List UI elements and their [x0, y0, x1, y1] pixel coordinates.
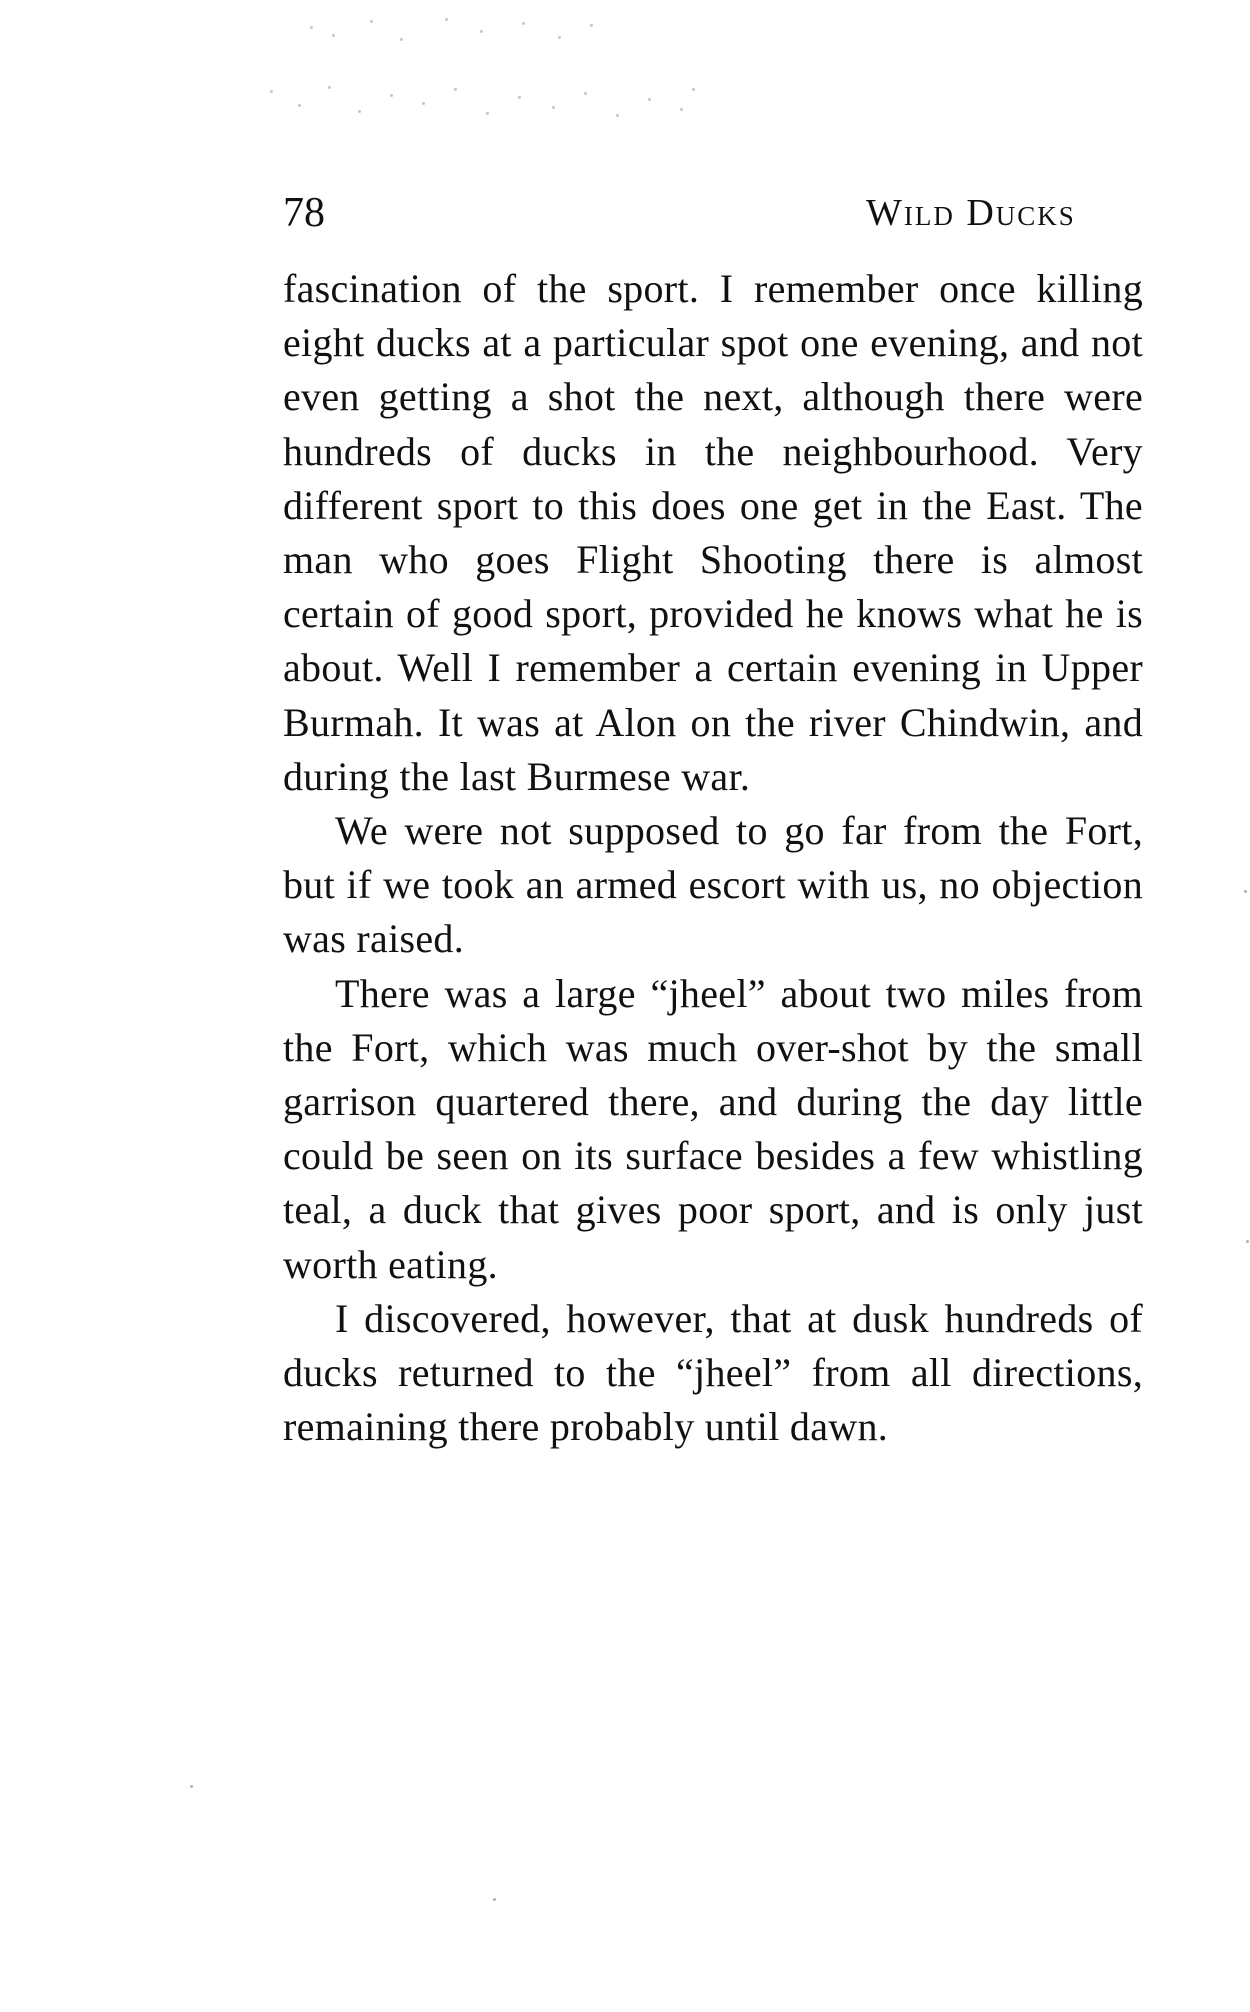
paragraph-1: fascination of the sport. I remember once killing eight ducks at a particular spot one evening, and not even getting a shot the next, although there were hundreds of ducks in the neighbourhood. Very different sport to this does one get in the East. The man who goes Flight Shooting there is almost certain of good sport, provided he knows what he is about. Well I remember a certain evening in Upper Burmah. It was at Alon on the river Chindwin, and during the last Burmese war. [283, 266, 1143, 799]
bleed-through-marks [240, 8, 710, 138]
body-text [283, 262, 1143, 1454]
paragraph-2: We were not supposed to go far from the Fort, but if we took an armed escort with us, no objection was raised. [283, 808, 1143, 962]
paper-speck [190, 1785, 193, 1788]
paragraph-3: There was a large “jheel” about two miles from the Fort, which was much over-shot by the small garrison quartered there, and during the day little could be seen on its surface besides a few whistling teal, a duck that gives poor sport, and is only just worth eating. [283, 970, 1143, 1287]
paper-speck [493, 1898, 496, 1901]
paper-speck [1244, 890, 1247, 893]
running-head: Wild Ducks [866, 192, 1076, 234]
paper-speck [1246, 1240, 1249, 1243]
page-header [283, 188, 1143, 248]
page-number: 78 [283, 190, 325, 236]
paragraph-4: I discovered, however, that at dusk hundreds of ducks returned to the “jheel” from all directions, remaining there probably until dawn. [283, 1295, 1143, 1450]
